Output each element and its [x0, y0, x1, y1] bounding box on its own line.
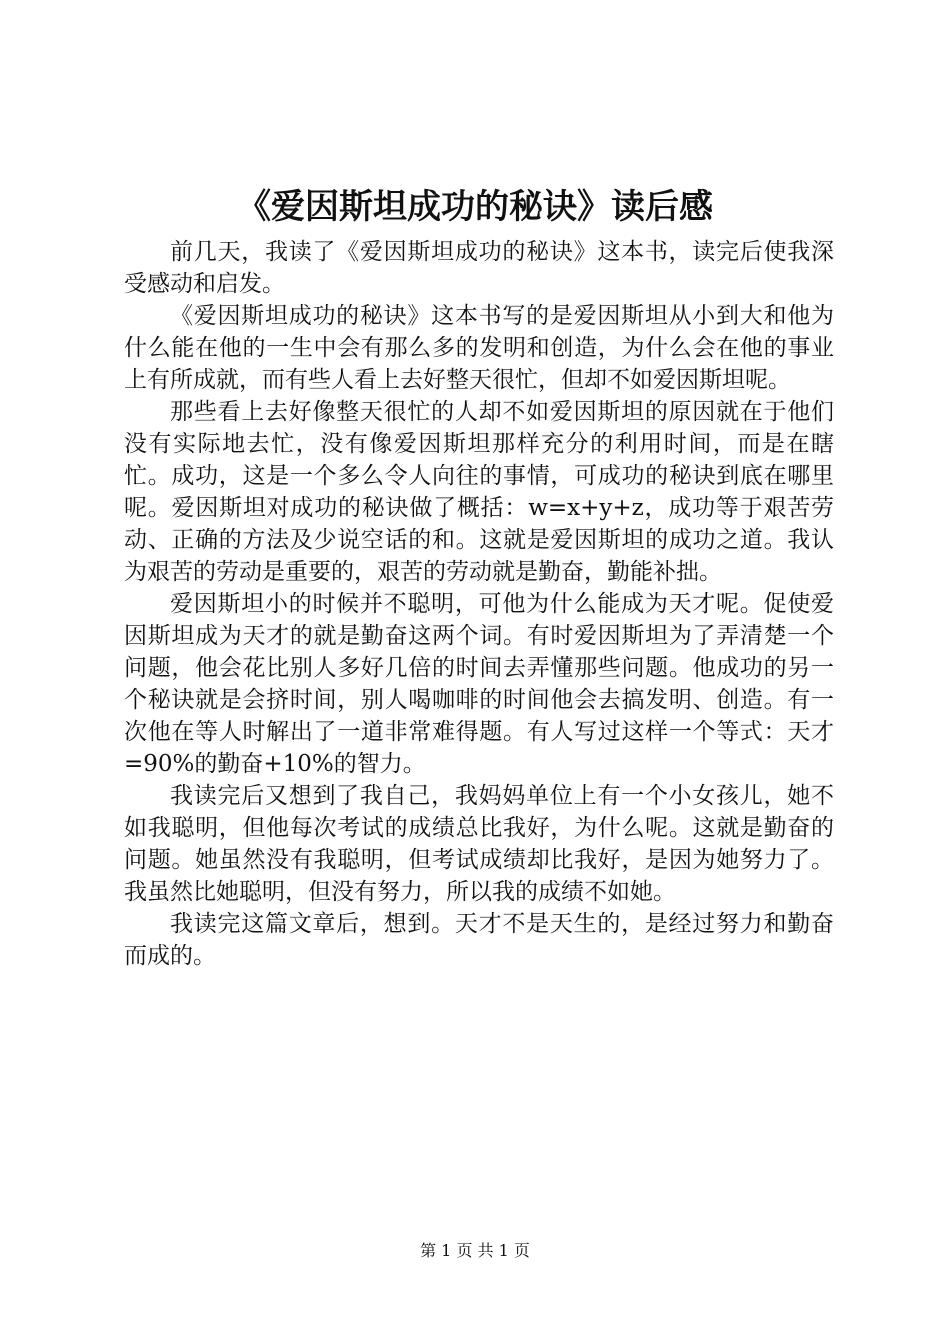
document-title: 《爱因斯坦成功的秘诀》读后感 — [237, 187, 713, 227]
paragraph-3: 那些看上去好像整天很忙的人却不如爱因斯坦的原因就在于他们没有实际地去忙，没有像爱因斯坦那样充分的利用时间，而是在瞎忙。成功，这是一个多么令人向往的事情，可成功的秘诀到底在哪里呢。爱因斯坦对成功的秘诀做了概括：w=x+y+z，成功等于艰苦劳动、正确的方法及少说空话的和。这就是爱因斯坦的成功之道。我认为艰苦的劳动是重要的，艰苦的劳动就是勤奋，勤能补拙。 — [124, 399, 834, 585]
paragraph-5: 我读完后又想到了我自己，我妈妈单位上有一个小女孩儿，她不如我聪明，但他每次考试的成绩总比我好，为什么呢。这就是勤奋的问题。她虽然没有我聪明，但考试成绩却比我好，是因为她努力了。我虽然比她聪明，但没有努力，所以我的成绩不如她。 — [124, 783, 834, 905]
paragraph-4: 爱因斯坦小的时候并不聪明，可他为什么能成为天才呢。促使爱因斯坦成为天才的就是勤奋这两个词。有时爱因斯坦为了弄清楚一个问题，他会花比别人多好几倍的时间去弄懂那些问题。他成功的另一个秘诀就是会挤时间，别人喝咖啡的时间他会去搞发明、创造。有一次他在等人时解出了一道非常难得题。有人写过这样一个等式：天才=90%的勤奋+10%的智力。 — [124, 591, 834, 777]
paragraph-6: 我读完这篇文章后，想到。天才不是天生的，是经过努力和勤奋而成的。 — [124, 911, 834, 969]
paragraph-2: 《爱因斯坦成功的秘诀》这本书写的是爱因斯坦从小到大和他为什么能在他的一生中会有那么多的发明和创造，为什么会在他的事业上有所成就，而有些人看上去好整天很忙，但却不如爱因斯坦呢。 — [124, 303, 834, 393]
paragraph-1: 前几天，我读了《爱因斯坦成功的秘诀》这本书，读完后使我深受感动和启发。 — [124, 239, 834, 297]
page-footer: 第 1 页 共 1 页 — [420, 1241, 530, 1260]
document-body — [124, 236, 834, 972]
